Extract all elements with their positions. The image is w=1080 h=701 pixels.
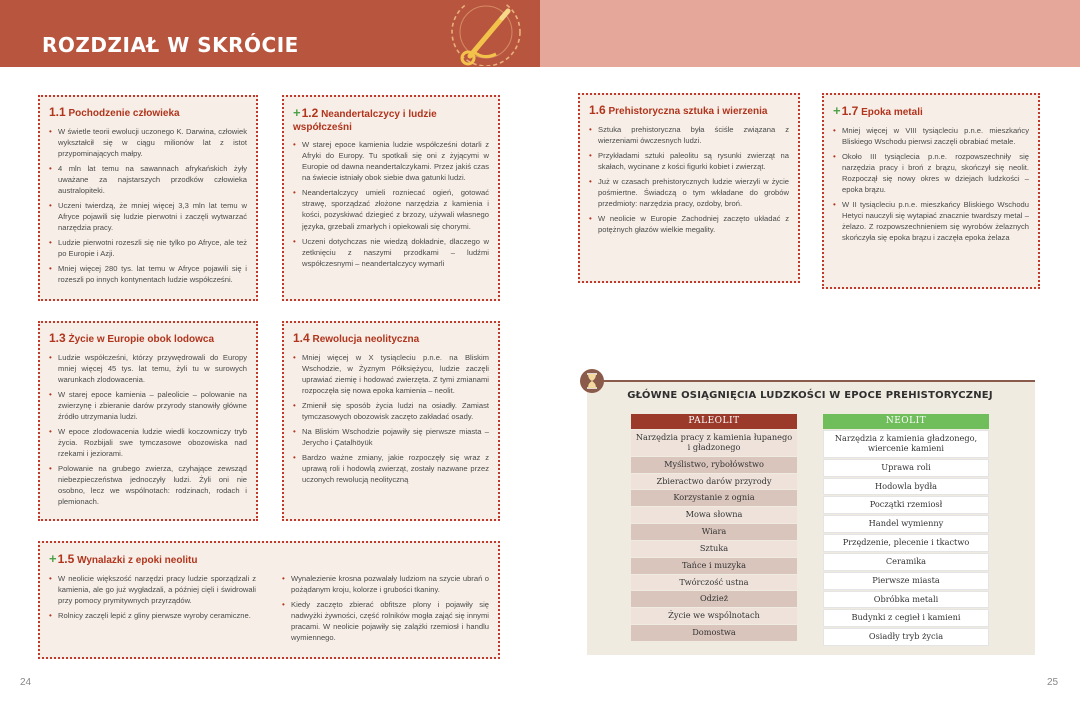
- list-item: • Neandertalczycy umieli rozniecać ogień, gotować strawę, sporządzać złożone narzędzia z kamienia i kości, pozyskiwać dziegieć z brzozy, używali własnego języka, grzebali zmarłych i opiekowali się chorymi.: [293, 187, 489, 231]
- table-row: Początki rzemiosł: [823, 496, 989, 514]
- section-1-3-title: 1.3 Życie w Europie obok lodowca: [49, 331, 215, 345]
- table-row: Pierwsze miasta: [823, 572, 989, 590]
- table-row: Zbieractwo darów przyrody: [631, 474, 797, 490]
- table-row: Narzędzia z kamienia gładzonego, wiercenie kamieni: [823, 430, 989, 458]
- section-1-6-box: [578, 93, 800, 283]
- section-1-7-list: [833, 125, 1029, 244]
- achievements-rule: [587, 380, 1035, 382]
- section-1-4-box: [282, 321, 500, 521]
- section-1-2-title: +1.2 Neandertalczycy i ludzie współcześni: [293, 105, 437, 133]
- list-item: • W II tysiącleciu p.n.e. mieszkańcy Bliskiego Wschodu Hetyci nauczyli się wytapiać znacznie twardszy metal – żelazo. Z rozpowszechnieniem się wyrobów żelaznych skończyła się epoka brązu i zaczęła epoka żelaza: [833, 199, 1029, 243]
- table-row: Twórczość ustna: [631, 575, 797, 591]
- list-item: • W starej epoce kamienia – paleolicie – polowanie na zwierzynę i zbieranie darów przyrody stanowiły główne źródło utrzymania ludzi.: [49, 389, 247, 422]
- page-number-right: 25: [1047, 677, 1059, 688]
- table-row: Życie we wspólnotach: [631, 608, 797, 624]
- section-1-6-title: 1.6 Prehistoryczna sztuka i wierzenia: [589, 103, 768, 117]
- table-row: Sztuka: [631, 541, 797, 557]
- list-item: • W neolicie w Europie Zachodniej zaczęto układać z potężnych głazów wielkie megality.: [589, 213, 789, 235]
- table-row: Domostwa: [631, 625, 797, 641]
- section-1-1-title: 1.1 Pochodzenie człowieka: [49, 105, 180, 119]
- section-1-5-list-left: [49, 573, 256, 647]
- section-1-5-list-right: [282, 573, 489, 647]
- page-number-left: 24: [20, 677, 32, 688]
- table-row: Przędzenie, plecenie i tkactwo: [823, 534, 989, 552]
- section-1-7-box: [822, 93, 1040, 289]
- section-1-7-title: +1.7 Epoka metali: [833, 103, 923, 118]
- list-item: • Uczeni twierdzą, że mniej więcej 3,3 mln lat temu w Afryce pojawili się ludzie pierwotni i zaczęli wytwarzać narzędzia pracy.: [49, 200, 247, 233]
- chapter-title: ROZDZIAŁ W SKRÓCIE: [42, 33, 299, 57]
- list-item: • W starej epoce kamienia ludzie współcześni dotarli z Afryki do Europy. Tu spotkali się oni z żyjącymi w Europie od dawna neandertalczykami. Przez jakiś czas na świecie istniały obok siebie dwa gatunki ludzi.: [293, 139, 489, 183]
- hourglass-icon: [580, 369, 604, 393]
- list-item: • Ludzie pierwotni rozeszli się nie tylko po Afryce, ale też po Europie i Azji.: [49, 237, 247, 259]
- list-item: • Uczeni dotychczas nie wiedzą dokładnie, dlaczego w zetknięciu z naszymi przodkami – ludźmi współczesnymi – neandertalczycy wymarli: [293, 236, 489, 269]
- table-row: Tańce i muzyka: [631, 558, 797, 574]
- list-item: • Ludzie współcześni, którzy przywędrowali do Europy mniej więcej 45 tys. lat temu, żyli tu w surowych warunkach zlodowacenia.: [49, 352, 247, 385]
- section-1-1-list: [49, 126, 247, 286]
- list-item: • Przykładami sztuki paleolitu są rysunki zwierząt na skałach, wycinane z kości figurki kobiet i zwierząt.: [589, 150, 789, 172]
- neolit-header: NEOLIT: [823, 414, 989, 429]
- list-item: • Sztuka prehistoryczna była ściśle związana z wierzeniami ówczesnych ludzi.: [589, 124, 789, 146]
- table-row: Odzież: [631, 591, 797, 607]
- list-item: • W neolicie większość narzędzi pracy ludzie sporządzali z kamienia, ale go już wygładzali, a później cięli i świdrowali przy pomocy prymitywnych przyrządów.: [49, 573, 256, 606]
- plus-icon: +: [833, 103, 841, 118]
- table-row: Mowa słowna: [631, 507, 797, 523]
- section-1-5-box: [38, 541, 500, 659]
- list-item: • Około III tysiąclecia p.n.e. rozpowszechniły się narzędzia pracy i broń z brązu, skończył się neolit. Rozpoczął się nowy okres w dziejach ludzkości – epoka brązu.: [833, 151, 1029, 195]
- section-1-4-list: [293, 352, 489, 486]
- list-item: • Mniej więcej w X tysiącleciu p.n.e. na Bliskim Wschodzie, w Żyznym Półksiężycu, ludzie zaczęli uprawiać ziemię i hodować zwierzęta. Z tymi zmianami rozpoczęła się nowa epoka kamienia – neolit.: [293, 352, 489, 396]
- list-item: • 4 mln lat temu na sawannach afrykańskich żyły uważane za najstarszych przodków człowieka australopiteki.: [49, 163, 247, 196]
- section-1-3-list: [49, 352, 247, 508]
- table-row: Ceramika: [823, 553, 989, 571]
- table-row: Handel wymienny: [823, 515, 989, 533]
- list-item: • W świetle teorii ewolucji uczonego K. Darwina, człowiek wykształcił się w ciągu milionów lat z istot przypominających małpy.: [49, 126, 247, 159]
- section-1-3-box: [38, 321, 258, 521]
- table-row: Myślistwo, rybołówstwo: [631, 457, 797, 473]
- list-item: • Mniej więcej 280 tys. lat temu w Afryce pojawili się i rozeszli po innych kontynentach ludzie współcześni.: [49, 263, 247, 285]
- header-banner-right: [540, 0, 1080, 67]
- table-row: Hodowla bydła: [823, 478, 989, 496]
- section-1-4-title: 1.4 Rewolucja neolityczna: [293, 331, 420, 345]
- neolit-column: [823, 414, 989, 647]
- section-1-6-list: [589, 124, 789, 236]
- list-item: • Bardzo ważne zmiany, jakie rozpoczęły się wraz z uprawą roli i hodowlą zwierząt, zostały nazwane przez uczonych rewolucją neolityczną: [293, 452, 489, 485]
- list-item: • Rolnicy zaczęli lepić z gliny pierwsze wyroby ceramiczne.: [49, 610, 256, 621]
- section-1-1-box: [38, 95, 258, 301]
- list-item: • Wynalezienie krosna pozwalały ludziom na szycie ubrań o pożądanym kroju, kolorze i grubości tkaniny.: [282, 573, 489, 595]
- list-item: • Zmienił się sposób życia ludzi na osiadły. Zamiast tymczasowych obozowisk zaczęto zakładać osady.: [293, 400, 489, 422]
- list-item: • Kiedy zaczęto zbierać obfitsze plony i pojawiły się nadwyżki żywności, część rolników mogła zająć się innymi pracami. W neolicie pojawiły się zalążki rzemiosł i handlu wymiennego.: [282, 599, 489, 643]
- plus-icon: +: [49, 551, 57, 566]
- pen-on-paper-icon: [440, 4, 532, 66]
- list-item: • Mniej więcej w VIII tysiącleciu p.n.e. mieszkańcy Bliskiego Wschodu pierwsi zaczęli obrabiać metale.: [833, 125, 1029, 147]
- section-1-5-title: +1.5 Wynalazki z epoki neolitu: [49, 551, 198, 566]
- plus-icon: +: [293, 105, 301, 120]
- paleolit-column: [631, 414, 797, 642]
- list-item: • Polowanie na grubego zwierza, czyhające zewsząd niebezpieczeństwa jednoczyły ludzi. Żyli oni nie osobno, lecz we wspólnotach: rodzinach, rodach i plemionach.: [49, 463, 247, 507]
- table-row: Obróbka metali: [823, 591, 989, 609]
- paleolit-header: PALEOLIT: [631, 414, 797, 429]
- list-item: • W epoce zlodowacenia ludzie wiedli koczowniczy tryb życia. Rozbijali swe tymczasowe obozowiska nad rzekami i jeziorami.: [49, 426, 247, 459]
- list-item: • Już w czasach prehistorycznych ludzie wierzyli w życie pośmiertne. Świadczą o tym wkładane do grobów przedmioty: narzędzia pracy, ozdoby, broń.: [589, 176, 789, 209]
- table-row: Korzystanie z ognia: [631, 490, 797, 506]
- section-1-2-list: [293, 139, 489, 269]
- achievements-title: GŁÓWNE OSIĄGNIĘCIA LUDZKOŚCI W EPOCE PREHISTORYCZNEJ: [627, 390, 993, 401]
- table-row: Narzędzia pracy z kamienia łupanego i gładzonego: [631, 430, 797, 456]
- section-1-2-box: [282, 95, 500, 301]
- table-row: Osiadły tryb życia: [823, 628, 989, 646]
- table-row: Budynki z cegieł i kamieni: [823, 609, 989, 627]
- table-row: Wiara: [631, 524, 797, 540]
- list-item: • Na Bliskim Wschodzie pojawiły się pierwsze miasta – Jerycho i Çatalhöyük: [293, 426, 489, 448]
- table-row: Uprawa roli: [823, 459, 989, 477]
